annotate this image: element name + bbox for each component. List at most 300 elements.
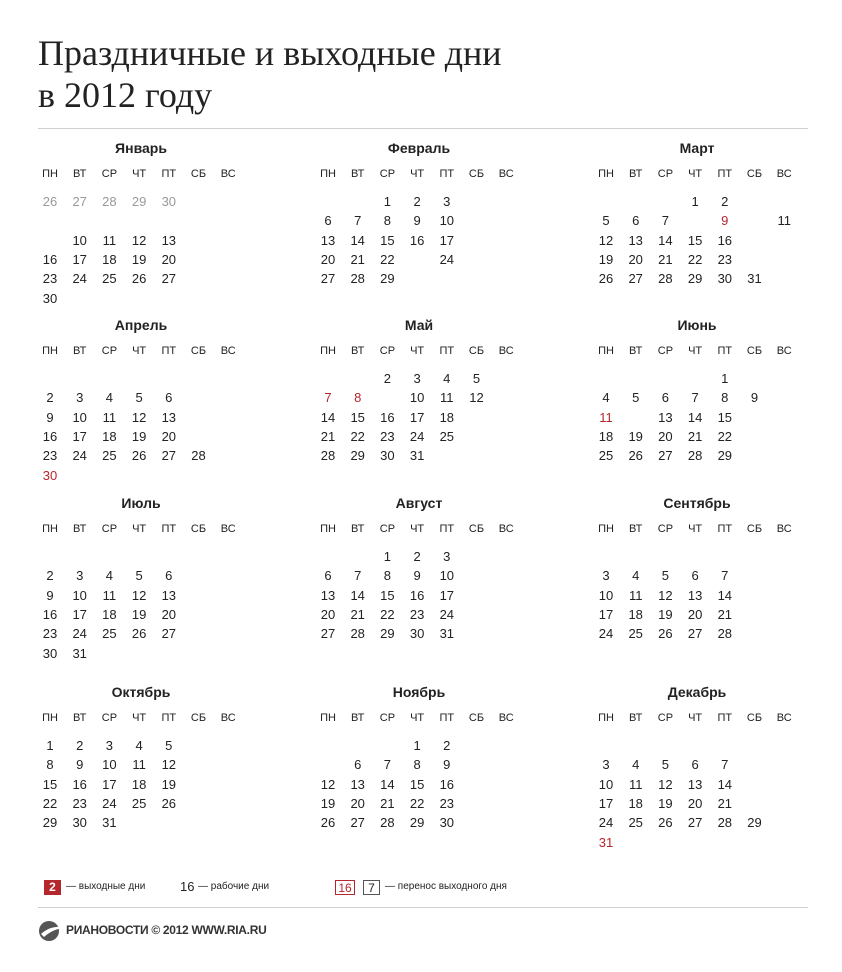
calendar-day: 10 <box>409 390 425 406</box>
calendar-day: 28 <box>320 448 336 464</box>
calendar-day-holiday: 14 <box>185 409 213 427</box>
weekday-header: ПТ <box>717 523 733 535</box>
calendar-day: 25 <box>628 815 643 831</box>
weekday-header: ВТ <box>629 712 643 724</box>
calendar-day-holiday: 14 <box>214 756 242 774</box>
calendar-day: 21 <box>350 251 365 267</box>
calendar-day: 6 <box>165 568 173 584</box>
month-2 <box>314 140 524 320</box>
weekday-header: ПН <box>42 168 58 180</box>
weekday-header: ВТ <box>351 712 365 724</box>
calendar-day: 13 <box>628 232 643 248</box>
weekday-header: ВТ <box>351 168 365 180</box>
calendar-day: 23 <box>72 795 87 811</box>
calendar-day: 28 <box>687 448 703 464</box>
calendar-day-prev: 28 <box>102 194 117 209</box>
calendar-day: 1 <box>413 738 421 753</box>
calendar-day: 24 <box>439 251 455 267</box>
calendar-day: 5 <box>135 390 143 406</box>
calendar-day-holiday: 22 <box>214 428 242 446</box>
calendar-day: 5 <box>661 757 669 773</box>
weekday-header: СБ <box>746 168 763 180</box>
calendar-day-holiday: 21 <box>185 251 213 269</box>
calendar-day: 15 <box>409 776 425 792</box>
calendar-day: 23 <box>409 606 425 622</box>
calendar-day: 18 <box>598 428 614 444</box>
weekday-header: ПН <box>42 345 58 357</box>
calendar-day: 22 <box>717 428 733 444</box>
calendar-day: 21 <box>350 606 365 622</box>
weekday-header: ПТ <box>717 712 733 724</box>
calendar-day-holiday: 10 <box>741 212 769 230</box>
month-4 <box>36 317 246 497</box>
weekday-header: СБ <box>468 168 485 180</box>
calendar-day: 1 <box>691 194 699 209</box>
month-12 <box>592 684 802 864</box>
calendar-day: 17 <box>72 606 87 622</box>
weekday-header: ВС <box>776 712 792 724</box>
calendar-day-holiday: 7 <box>185 212 213 230</box>
calendar-day: 20 <box>161 606 177 622</box>
calendar-day: 13 <box>350 776 365 792</box>
calendar-day-transfer: 30 <box>36 467 64 485</box>
calendar-day: 21 <box>320 428 336 444</box>
weekday-header: ПТ <box>161 712 177 724</box>
calendar-day: 16 <box>42 606 58 622</box>
calendar-day: 29 <box>687 271 703 287</box>
calendar-day-holiday: 11 <box>492 756 520 774</box>
calendar-day: 13 <box>161 587 177 603</box>
weekday-header: СБ <box>468 523 485 535</box>
calendar-day: 21 <box>658 251 673 267</box>
calendar-day: 17 <box>102 776 117 792</box>
calendar-day-holiday: 23 <box>770 606 798 624</box>
calendar-day: 25 <box>102 448 117 464</box>
calendar-day: 13 <box>161 232 177 248</box>
calendar-day-holiday: 20 <box>492 409 520 427</box>
calendar-day: 20 <box>658 428 673 444</box>
calendar-day: 27 <box>658 448 673 464</box>
calendar-day: 11 <box>102 587 117 603</box>
calendar-day: 10 <box>72 587 87 603</box>
calendar-day-holiday: 7 <box>185 567 213 585</box>
calendar-day: 24 <box>72 448 87 464</box>
calendar-day: 28 <box>717 626 733 642</box>
calendar-day: 7 <box>354 213 362 229</box>
weekday-header: СБ <box>746 345 763 357</box>
calendar-day: 14 <box>687 409 703 425</box>
calendar-day: 25 <box>102 626 117 642</box>
calendar-day-holiday: 29 <box>214 625 242 643</box>
calendar-day-holiday: 24 <box>741 251 769 269</box>
legend-work-sample: 16 <box>180 879 195 894</box>
weekday-header: ВТ <box>73 712 87 724</box>
calendar-day-holiday: 14 <box>185 587 213 605</box>
calendar-day: 23 <box>42 626 58 642</box>
legend-holiday-sample: 2 <box>44 880 61 895</box>
page-title-line-2: в 2012 году <box>38 75 213 115</box>
weekday-header: ПН <box>320 523 336 535</box>
calendar-day-holiday: 18 <box>770 232 798 250</box>
calendar-day-holiday: 9 <box>770 756 798 774</box>
calendar-day-holiday: 1 <box>214 370 242 388</box>
legend-transfer-sample-a: 16 <box>335 880 355 895</box>
bottom-divider <box>38 907 808 908</box>
calendar-day-holiday: 16 <box>770 776 798 794</box>
calendar-day-holiday: 28 <box>185 625 213 643</box>
month-3 <box>592 140 802 320</box>
month-name: Июль <box>121 495 161 511</box>
calendar-day: 10 <box>439 213 455 229</box>
weekday-header: ПТ <box>717 345 733 357</box>
calendar-day: 17 <box>439 232 455 248</box>
weekday-header: ВС <box>776 168 792 180</box>
weekday-header: ВС <box>498 345 514 357</box>
calendar-day-holiday: 15 <box>741 587 769 605</box>
weekday-header: СР <box>657 712 674 724</box>
calendar-day-holiday: 9 <box>373 389 401 407</box>
calendar-day-holiday: 22 <box>741 795 769 813</box>
calendar-day-holiday: 16 <box>741 409 769 427</box>
calendar-day-holiday: 21 <box>185 606 213 624</box>
calendar-day: 29 <box>717 448 733 464</box>
weekday-header: ПН <box>42 523 58 535</box>
calendar-day-prev: 29 <box>131 194 147 209</box>
month-name: Октябрь <box>111 684 171 700</box>
calendar-day: 15 <box>380 587 395 603</box>
calendar-day: 31 <box>409 448 425 464</box>
calendar-day-holiday: 3 <box>66 212 94 230</box>
calendar-day: 4 <box>135 738 143 753</box>
calendar-day-holiday: 29 <box>214 447 242 465</box>
weekday-header: ПТ <box>717 168 733 180</box>
calendar-day: 6 <box>324 568 332 584</box>
calendar-day: 30 <box>717 271 733 287</box>
calendar-day-transfer: 11 <box>592 409 620 427</box>
calendar-day: 14 <box>658 232 673 248</box>
weekday-header: ПТ <box>161 345 177 357</box>
calendar-day: 30 <box>42 290 58 306</box>
calendar-day: 29 <box>350 448 365 464</box>
calendar-day-holiday: 22 <box>741 606 769 624</box>
calendar-day: 30 <box>42 645 58 661</box>
weekday-header: ПН <box>320 168 336 180</box>
calendar-day: 9 <box>76 757 84 773</box>
calendar-day: 8 <box>383 568 391 584</box>
calendar-day: 26 <box>658 626 673 642</box>
weekday-header: ПТ <box>161 168 177 180</box>
calendar-day: 8 <box>413 757 421 773</box>
calendar-day-holiday: 1 <box>741 548 769 566</box>
calendar-day: 17 <box>598 795 614 811</box>
month-name: Апрель <box>114 317 168 333</box>
calendar-day-holiday: 22 <box>214 606 242 624</box>
calendar-day-holiday: 19 <box>463 409 491 427</box>
calendar-day: 22 <box>380 606 395 622</box>
calendar-day-holiday: 20 <box>185 776 213 794</box>
weekday-header: СР <box>379 712 396 724</box>
weekday-header: ВС <box>776 345 792 357</box>
calendar-day-holiday: 27 <box>185 795 213 813</box>
calendar-day: 3 <box>413 371 421 386</box>
calendar-day: 15 <box>687 232 703 248</box>
weekday-header: ВТ <box>351 345 365 357</box>
calendar-day: 7 <box>383 757 391 773</box>
calendar-day: 6 <box>324 213 332 229</box>
calendar-day: 29 <box>42 815 58 831</box>
calendar-day: 8 <box>383 213 391 229</box>
month-name: Сентябрь <box>663 495 731 511</box>
weekday-header: ПТ <box>439 712 455 724</box>
calendar-day: 18 <box>439 409 455 425</box>
calendar-day: 2 <box>721 194 729 209</box>
weekday-header: ЧТ <box>688 168 703 180</box>
calendar-day-holiday: 25 <box>492 795 520 813</box>
calendar-day: 18 <box>131 776 147 792</box>
calendar-day-holiday: 26 <box>492 606 520 624</box>
calendar-day: 1 <box>721 371 729 386</box>
calendar-day: 22 <box>380 251 395 267</box>
weekday-header: ПТ <box>439 523 455 535</box>
weekday-header: ВС <box>498 523 514 535</box>
calendar-day: 28 <box>658 271 673 287</box>
ria-logo-icon <box>38 920 68 942</box>
calendar-day-holiday: 22 <box>214 251 242 269</box>
weekday-header: ПТ <box>439 345 455 357</box>
calendar-day-holiday: 4 <box>463 548 491 566</box>
calendar-day-holiday: 3 <box>770 370 798 388</box>
calendar-day-holiday: 21 <box>214 776 242 794</box>
calendar-day-holiday: 28 <box>214 795 242 813</box>
calendar-day: 26 <box>131 448 147 464</box>
weekday-header: ВС <box>220 345 236 357</box>
weekday-header: ВС <box>776 523 792 535</box>
calendar-day: 28 <box>717 815 733 831</box>
weekday-header: ПН <box>42 712 58 724</box>
calendar-day: 2 <box>46 390 54 406</box>
calendar-day: 10 <box>598 587 614 603</box>
calendar-day: 19 <box>131 251 147 267</box>
weekday-header: СР <box>657 345 674 357</box>
calendar-day: 3 <box>105 738 113 753</box>
legend-transfer-text: — перенос выходного дня <box>385 881 507 892</box>
calendar-day-holiday: 12 <box>492 567 520 585</box>
weekday-header: СБ <box>468 712 485 724</box>
page-title-line-1: Праздничные и выходные дни <box>38 33 502 73</box>
weekday-header: ЧТ <box>132 523 147 535</box>
calendar-day: 12 <box>131 232 147 248</box>
calendar-day-prev: 26 <box>42 194 58 209</box>
month-name: Февраль <box>387 140 451 156</box>
calendar-day: 25 <box>439 428 455 444</box>
calendar-day: 9 <box>413 213 421 229</box>
calendar-day: 1 <box>46 738 54 753</box>
weekday-header: СР <box>101 712 118 724</box>
calendar-day-holiday: 5 <box>314 756 342 774</box>
weekday-header: СР <box>379 168 396 180</box>
calendar-day: 2 <box>383 371 391 386</box>
calendar-day: 27 <box>350 815 365 831</box>
calendar-day: 6 <box>165 390 173 406</box>
weekday-header: ВТ <box>629 345 643 357</box>
calendar-day: 5 <box>165 738 173 753</box>
calendar-day: 16 <box>409 232 425 248</box>
weekday-header: ПН <box>320 712 336 724</box>
calendar-day: 24 <box>439 606 455 622</box>
calendar-day: 15 <box>42 776 58 792</box>
calendar-day: 9 <box>413 568 421 584</box>
calendar-day: 11 <box>102 409 117 425</box>
weekday-header: ВТ <box>629 168 643 180</box>
calendar-day: 27 <box>687 815 703 831</box>
weekday-header: ЧТ <box>410 523 425 535</box>
calendar-day: 9 <box>46 409 54 425</box>
weekday-header: ПТ <box>439 168 455 180</box>
legend-holiday-text: — выходные дни <box>66 881 146 892</box>
calendar-day: 27 <box>320 626 336 642</box>
weekday-header: ЧТ <box>688 712 703 724</box>
calendar-day: 30 <box>439 815 455 831</box>
calendar-day: 14 <box>350 232 365 248</box>
calendar-day: 21 <box>687 428 703 444</box>
calendar-day: 5 <box>602 213 610 229</box>
calendar-day-transfer-workday: 12 <box>463 389 491 407</box>
weekday-header: ЧТ <box>132 345 147 357</box>
calendar-day-holiday: 30 <box>741 447 769 465</box>
calendar-day: 26 <box>131 626 147 642</box>
calendar-day-holiday: 18 <box>463 587 491 605</box>
calendar-day-holiday: 19 <box>492 587 520 605</box>
calendar-day: 14 <box>350 587 365 603</box>
calendar-day: 1 <box>383 549 391 564</box>
calendar-day: 19 <box>131 428 147 444</box>
calendar-day: 3 <box>76 390 84 406</box>
calendar-day: 18 <box>102 606 117 622</box>
calendar-day-holiday: 8 <box>214 212 242 230</box>
calendar-day-prev: 27 <box>72 194 87 209</box>
calendar-day: 24 <box>72 271 87 287</box>
calendar-day: 11 <box>102 232 117 248</box>
calendar-day: 24 <box>102 795 117 811</box>
calendar-day: 17 <box>72 251 87 267</box>
calendar-day: 20 <box>161 428 177 444</box>
calendar-day-holiday: 9 <box>770 567 798 585</box>
calendar-day-holiday: 25 <box>770 251 798 269</box>
calendar-day: 7 <box>354 568 362 584</box>
calendar-day-transfer-workday: 9 <box>741 389 769 407</box>
calendar-day: 24 <box>598 626 614 642</box>
calendar-day: 26 <box>161 795 177 811</box>
calendar-day: 5 <box>135 568 143 584</box>
calendar-day: 13 <box>161 409 177 425</box>
calendar-day: 4 <box>632 757 640 773</box>
calendar-day: 17 <box>409 409 425 425</box>
calendar-day: 13 <box>320 587 336 603</box>
calendar-day: 21 <box>717 606 733 622</box>
calendar-day: 14 <box>717 587 733 603</box>
calendar-day: 24 <box>72 626 87 642</box>
calendar-day: 22 <box>687 251 703 267</box>
calendar-day: 18 <box>628 795 643 811</box>
calendar-day: 30 <box>380 448 395 464</box>
calendar-day: 30 <box>72 815 87 831</box>
calendar-day: 26 <box>131 271 147 287</box>
calendar-day-holiday: 18 <box>492 776 520 794</box>
legend-work-text: — рабочие дни <box>198 881 270 892</box>
weekday-header: СБ <box>190 168 207 180</box>
month-name: Июнь <box>677 317 717 333</box>
calendar-day: 12 <box>161 757 177 773</box>
calendar-day: 11 <box>628 587 643 603</box>
calendar-day-holiday: 17 <box>770 409 798 427</box>
calendar-day-holiday: 12 <box>492 212 520 230</box>
calendar-day: 18 <box>628 606 643 622</box>
month-7 <box>36 495 246 675</box>
calendar-day-holiday: 29 <box>214 270 242 288</box>
calendar-day-holiday: 30 <box>770 625 798 643</box>
calendar-day: 19 <box>628 428 643 444</box>
calendar-day-holiday: 25 <box>463 606 491 624</box>
calendar-day: 7 <box>661 213 669 229</box>
weekday-header: СБ <box>190 523 207 535</box>
calendar-day: 12 <box>131 587 147 603</box>
calendar-day: 16 <box>72 776 87 792</box>
calendar-day: 16 <box>380 409 395 425</box>
calendar-day: 25 <box>598 448 614 464</box>
calendar-day: 6 <box>691 568 699 584</box>
weekday-header: ВС <box>498 712 514 724</box>
weekday-header: ЧТ <box>410 168 425 180</box>
calendar-day-holiday: 4 <box>770 193 798 211</box>
calendar-day: 2 <box>443 738 451 753</box>
calendar-day: 12 <box>658 776 673 792</box>
calendar-day-holiday: 1 <box>344 370 372 388</box>
calendar-day: 25 <box>102 271 117 287</box>
weekday-header: ВС <box>220 523 236 535</box>
calendar-day: 8 <box>46 757 54 773</box>
calendar-day: 11 <box>628 776 643 792</box>
weekday-header: ВС <box>220 712 236 724</box>
calendar-day: 27 <box>161 271 177 287</box>
calendar-day-holiday: 17 <box>741 232 769 250</box>
month-1 <box>36 140 246 320</box>
calendar-day-holiday: 13 <box>492 389 520 407</box>
calendar-day: 22 <box>350 428 365 444</box>
calendar-day: 1 <box>383 194 391 209</box>
calendar-day-holiday: 15 <box>214 232 242 250</box>
calendar-day: 13 <box>658 409 673 425</box>
calendar-day: 31 <box>72 645 87 661</box>
weekday-header: ПН <box>598 345 614 357</box>
calendar-day-holiday: 23 <box>403 251 431 269</box>
month-name: Март <box>679 140 715 156</box>
weekday-header: СР <box>379 523 396 535</box>
calendar-day: 6 <box>632 213 640 229</box>
calendar-day-holiday: 5 <box>492 193 520 211</box>
calendar-day-holiday: 19 <box>492 232 520 250</box>
calendar-day: 18 <box>102 428 117 444</box>
calendar-day: 28 <box>350 271 365 287</box>
calendar-day: 26 <box>628 448 643 464</box>
calendar-day: 23 <box>380 428 395 444</box>
calendar-day-holiday: 8 <box>741 567 769 585</box>
calendar-day: 23 <box>42 448 58 464</box>
calendar-day-holiday: 3 <box>741 193 769 211</box>
calendar-day: 17 <box>72 428 87 444</box>
calendar-day: 5 <box>632 390 640 406</box>
calendar-day-holiday: 12 <box>622 409 650 427</box>
calendar-day-holiday: 3 <box>463 737 491 755</box>
